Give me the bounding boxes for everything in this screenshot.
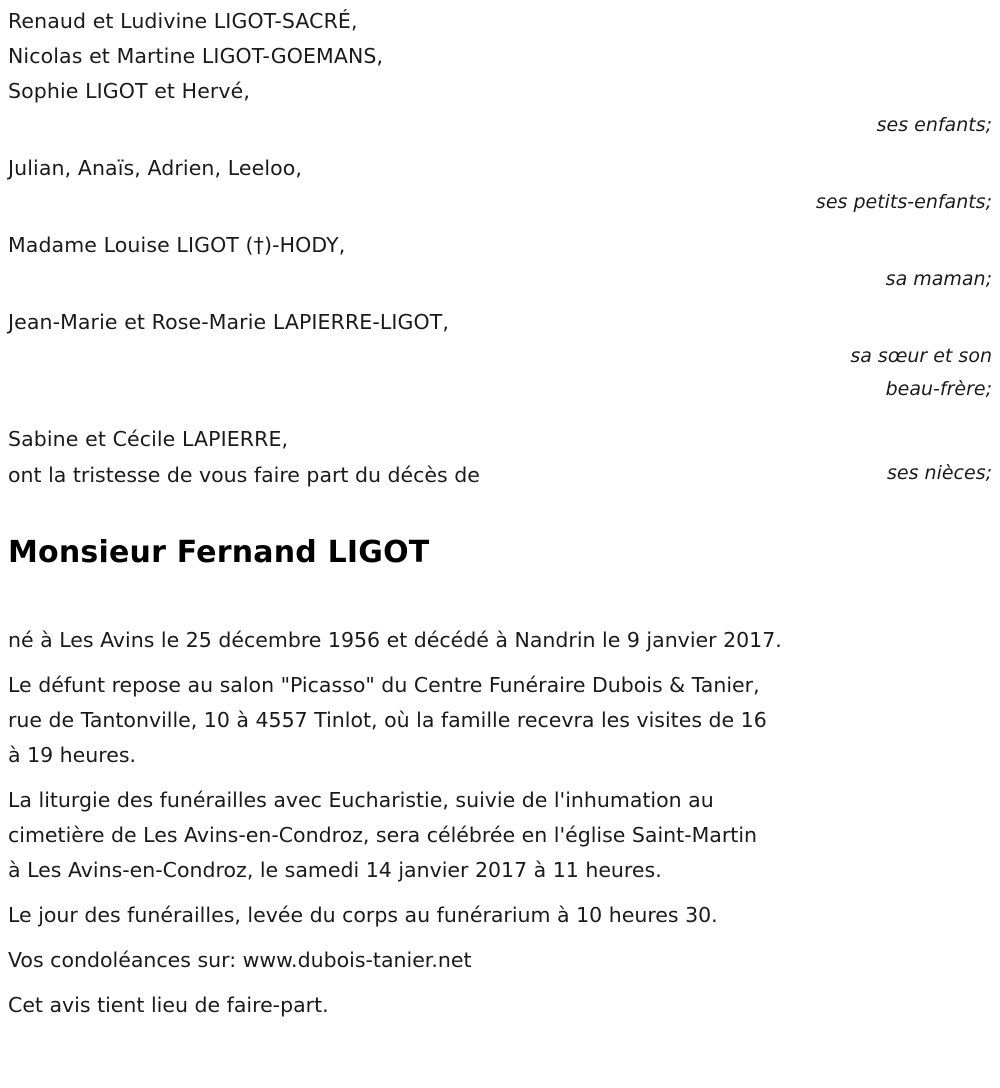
family-row (0, 228, 1000, 296)
family-names (0, 228, 1000, 263)
paragraph-line: à 19 heures. (8, 743, 137, 767)
family-relation-line: sa maman; (885, 268, 992, 290)
birth-death-text: né à Les Avins le 25 décembre 1956 et décédé à Nandrin le 9 janvier 2017. (8, 628, 782, 652)
paragraph-line: Cet avis tient lieu de faire-part. (8, 993, 329, 1017)
paragraph-line: cimetière de Les Avins-en-Condroz, sera célébrée en l'église Saint-Martin (8, 823, 758, 847)
paragraph-line: La liturgie des funérailles avec Eucharistie, suivie de l'inhumation au (8, 788, 714, 812)
paragraph-line: Le défunt repose au salon "Picasso" du Centre Funéraire Dubois & Tanier, (8, 673, 760, 697)
notice-paragraph (8, 898, 1000, 933)
family-name-line: Jean-Marie et Rose-Marie LAPIERRE-LIGOT, (8, 310, 449, 334)
paragraph-line: Le jour des funérailles, levée du corps au funérarium à 10 heures 30. (8, 903, 718, 927)
family-row (0, 4, 1000, 142)
family-name-line: Nicolas et Martine LIGOT-GOEMANS, (8, 44, 384, 68)
birth-death-line (8, 623, 1000, 658)
family-name-line: Sophie LIGOT et Hervé, (8, 79, 250, 103)
family-name-line: Julian, Anaïs, Adrien, Leeloo, (8, 156, 303, 180)
family-relation-label (0, 263, 1000, 296)
notice-paragraph (8, 783, 1000, 888)
notice-paragraph (8, 943, 1000, 978)
family-name-line: Sabine et Cécile LAPIERRE, (8, 427, 289, 451)
family-relation-line: beau-frère; (885, 378, 992, 400)
family-names (0, 422, 1000, 457)
spacer (0, 219, 1000, 228)
spacer (0, 142, 1000, 151)
family-name-line: Madame Louise LIGOT (†)-HODY, (8, 233, 346, 257)
family-relation-label (0, 109, 1000, 142)
family-relation-label (0, 340, 1000, 406)
paragraph-line: Vos condoléances sur: www.dubois-tanier.net (8, 948, 472, 972)
spacer (0, 296, 1000, 305)
family-names (0, 305, 1000, 340)
family-names (0, 151, 1000, 186)
family-names (0, 4, 1000, 109)
spacer (0, 406, 1000, 422)
family-relation-line: sa sœur et son (850, 345, 992, 367)
deceased-name: Monsieur Fernand LIGOT (8, 535, 430, 570)
family-list (0, 4, 1000, 499)
family-row (0, 151, 1000, 219)
family-relation-line: ses enfants; (876, 114, 992, 136)
notice-paragraph (8, 988, 1000, 1023)
family-relation-label (0, 186, 1000, 219)
family-row (0, 305, 1000, 406)
notice-paragraph (8, 668, 1000, 773)
paragraph-line: rue de Tantonville, 10 à 4557 Tinlot, où la famille recevra les visites de 16 (8, 708, 767, 732)
notice-body (0, 623, 1000, 1023)
family-relation-line: ses nièces; (887, 462, 992, 484)
spacer (0, 490, 1000, 499)
announcement-line (0, 460, 1000, 490)
announcement-text: ont la tristesse de vous faire part du décès de (8, 463, 480, 487)
family-name-line: Renaud et Ludivine LIGOT-SACRÉ, (8, 9, 358, 33)
paragraph-line: à Les Avins-en-Condroz, le samedi 14 janvier 2017 à 11 heures. (8, 858, 662, 882)
family-relation-line: ses petits-enfants; (815, 191, 992, 213)
